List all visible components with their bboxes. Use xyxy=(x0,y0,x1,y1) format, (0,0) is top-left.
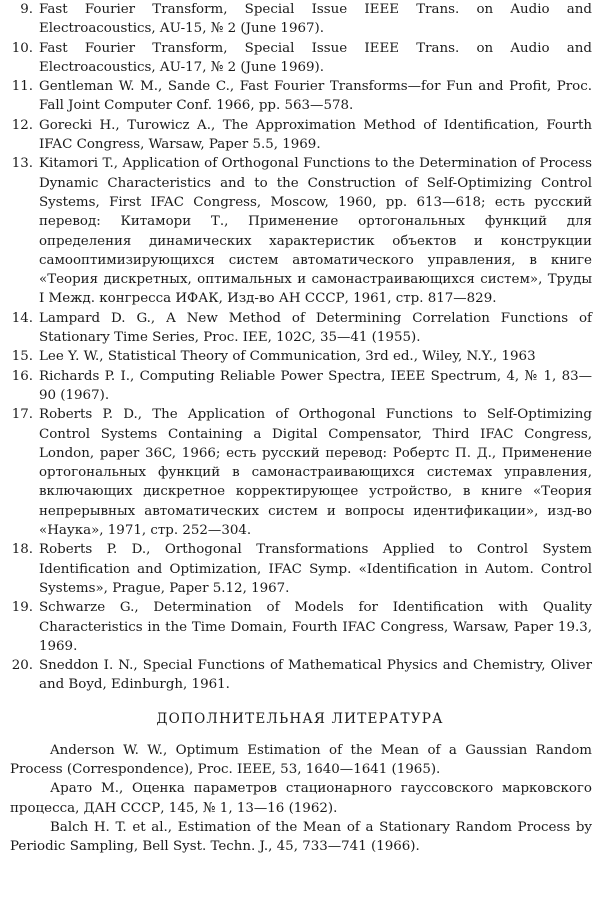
additional-reference: Anderson W. W., Optimum Estimation of the Mean of a Gaussian Random Process (Correspondence), Proc. IEEE, 53, 1640—1641 (1965). xyxy=(10,742,592,777)
reference-text: Kitamori T., Application of Orthogonal Functions to the Determination of Process Dynamic Characteristics and to the Construction of Self-Optimizing Control Systems, First IFAC Congress, Moscow, 1960, pp. 613—618; есть русский перевод: Китамори Т., Применение ортогональных функций для определения динамических характеристик объектов и конструкции самооптимизирующихся систем автоматического управления, в книге «Теория дискретных, оптимальных и самонастраивающихся систем», Труды I Межд. конгресса ИФАК, Изд-во АН СССР, 1961, стр. 817—829. xyxy=(39,156,592,307)
reference-text: Gorecki H., Turowicz A., The Approximation Method of Identification, Fourth IFAC Congress, Warsaw, Paper 5.5, 1969. xyxy=(39,117,592,153)
reference-number: 20. xyxy=(11,658,33,674)
reference-text: Fast Fourier Transform, Special Issue IEEE Trans. on Audio and Electroacoustics, AU-15, № 2 (June 1967). xyxy=(39,2,592,37)
reference-item xyxy=(0,540,600,598)
reference-number: 13. xyxy=(11,156,33,172)
reference-item xyxy=(0,598,600,656)
reference-number: 19. xyxy=(11,600,33,616)
reference-number: 17. xyxy=(11,407,33,423)
reference-number: 11. xyxy=(11,79,33,95)
reference-number: 14. xyxy=(11,310,33,326)
reference-number: 10. xyxy=(11,40,33,56)
reference-item xyxy=(0,154,600,308)
reference-number: 16. xyxy=(11,368,33,384)
reference-item xyxy=(0,0,600,39)
reference-text: Schwarze G., Determination of Models for Identification with Quality Characteristics in the Time Domain, Fourth IFAC Congress, Warsaw, Paper 19.3, 1969. xyxy=(39,600,592,654)
reference-text: Gentleman W. M., Sande C., Fast Fourier Transforms—for Fun and Profit, Proc. Fall Joint Computer Conf. 1966, pp. 563—578. xyxy=(39,79,592,114)
additional-reference: Арато М., Оценка параметров стационарного гауссовского марковского процесса, ДАН СССР, 145, № 1, 13—16 (1962). xyxy=(10,781,592,816)
reference-item xyxy=(0,656,600,695)
additional-reference: Balch H. T. et al., Estimation of the Mean of a Stationary Random Process by Periodic Sampling, Bell Syst. Techn. J., 45, 733—741 (1966). xyxy=(10,819,592,855)
reference-item xyxy=(0,347,600,366)
reference-item xyxy=(0,39,600,78)
reference-text: Sneddon I. N., Special Functions of Mathematical Physics and Chemistry, Oliver and Boyd, Edinburgh, 1961. xyxy=(39,658,592,693)
reference-text: Lampard D. G., A New Method of Determining Correlation Functions of Stationary Time Series, Proc. IEE, 102C, 35—41 (1955). xyxy=(39,310,592,346)
reference-text: Richards P. I., Computing Reliable Power Spectra, IEEE Spectrum, 4, № 1, 83—90 (1967). xyxy=(39,368,592,403)
reference-text: Fast Fourier Transform, Special Issue IEEE Trans. on Audio and Electroacoustics, AU-17, № 2 (June 1969). xyxy=(39,40,592,75)
reference-number: 12. xyxy=(11,117,33,133)
reference-number: 9. xyxy=(20,2,33,17)
reference-item xyxy=(0,367,600,406)
reference-item xyxy=(0,77,600,116)
reference-item xyxy=(0,116,600,155)
section-heading: ДОПОЛНИТЕЛЬНАЯ ЛИТЕРАТУРА xyxy=(156,710,444,727)
reference-text: Lee Y. W., Statistical Theory of Communication, 3rd ed., Wiley, N.Y., 1963 xyxy=(39,349,536,365)
reference-text: Roberts P. D., Orthogonal Transformations Applied to Control System Identification and Optimization, IFAC Symp. «Identification in Autom. Control Systems», Prague, Paper 5.12, 1967. xyxy=(39,542,592,596)
reference-number: 18. xyxy=(11,542,33,558)
reference-item xyxy=(0,309,600,348)
reference-item xyxy=(0,405,600,540)
reference-text: Roberts P. D., The Application of Orthogonal Functions to Self-Optimizing Control Systems Containing a Digital Compensator, Third IFAC Congress, London, paper 36C, 1966; есть русский перевод: Робертс П. Д., Применение ортогональных функций в самонастраивающихся системах управления, включающих дискретное корректирующее устройство, в книге «Теория непрерывных автоматических систем и вопросы идентификации», изд-во «Наука», 1971, стр. 252—304. xyxy=(39,407,592,539)
reference-number: 15. xyxy=(11,349,33,365)
